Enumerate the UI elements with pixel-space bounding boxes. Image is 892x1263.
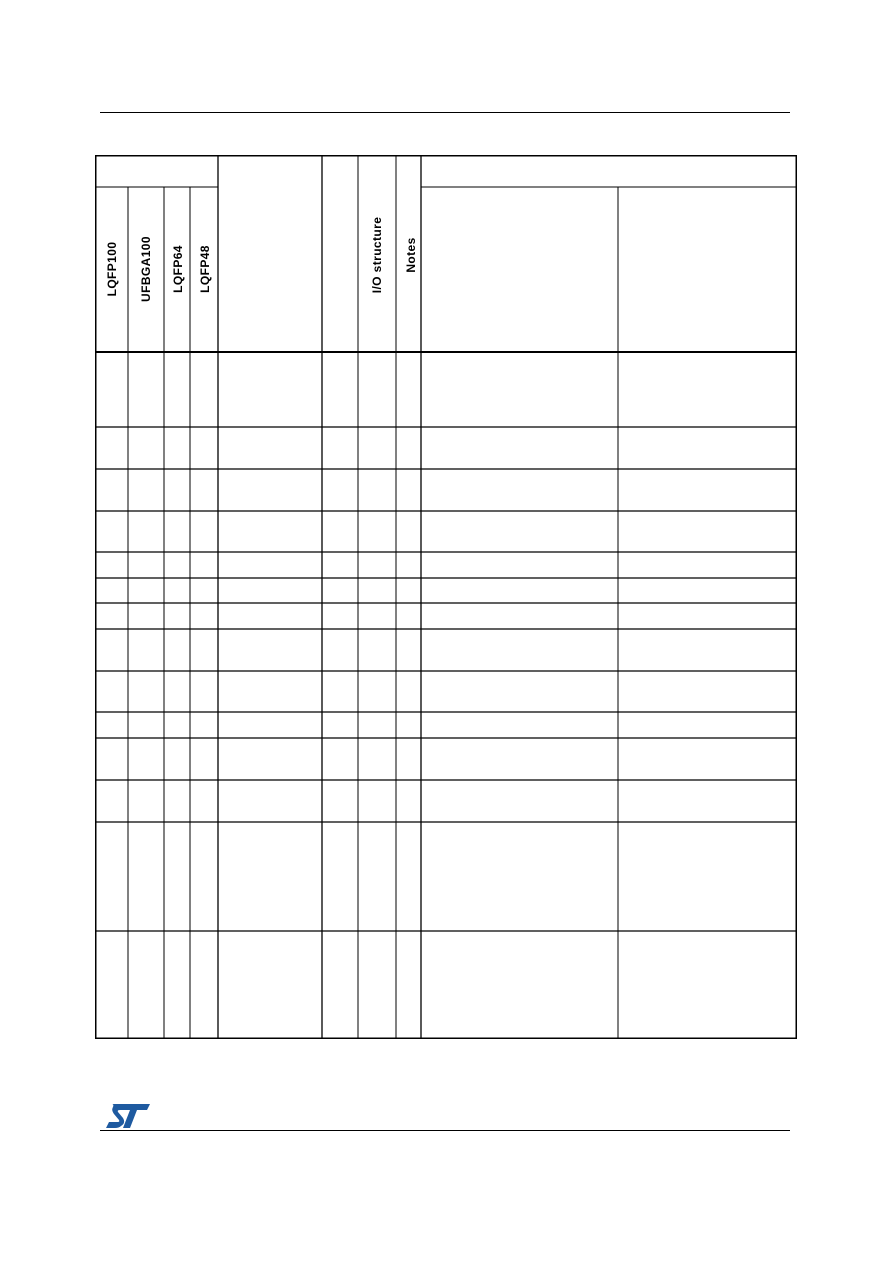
st-logo-icon [104, 1102, 152, 1130]
column-header-io-structure: I/O structure [370, 216, 384, 294]
pin-definition-table [95, 155, 797, 1039]
column-header-lqfp100: LQFP100 [105, 241, 119, 297]
column-header-lqfp48: LQFP48 [198, 245, 212, 293]
header-rule [100, 112, 790, 113]
column-header-notes: Notes [404, 237, 418, 273]
column-header-ufbga100: UFBGA100 [139, 236, 153, 302]
footer-rule [100, 1130, 790, 1131]
column-header-lqfp64: LQFP64 [171, 245, 185, 293]
